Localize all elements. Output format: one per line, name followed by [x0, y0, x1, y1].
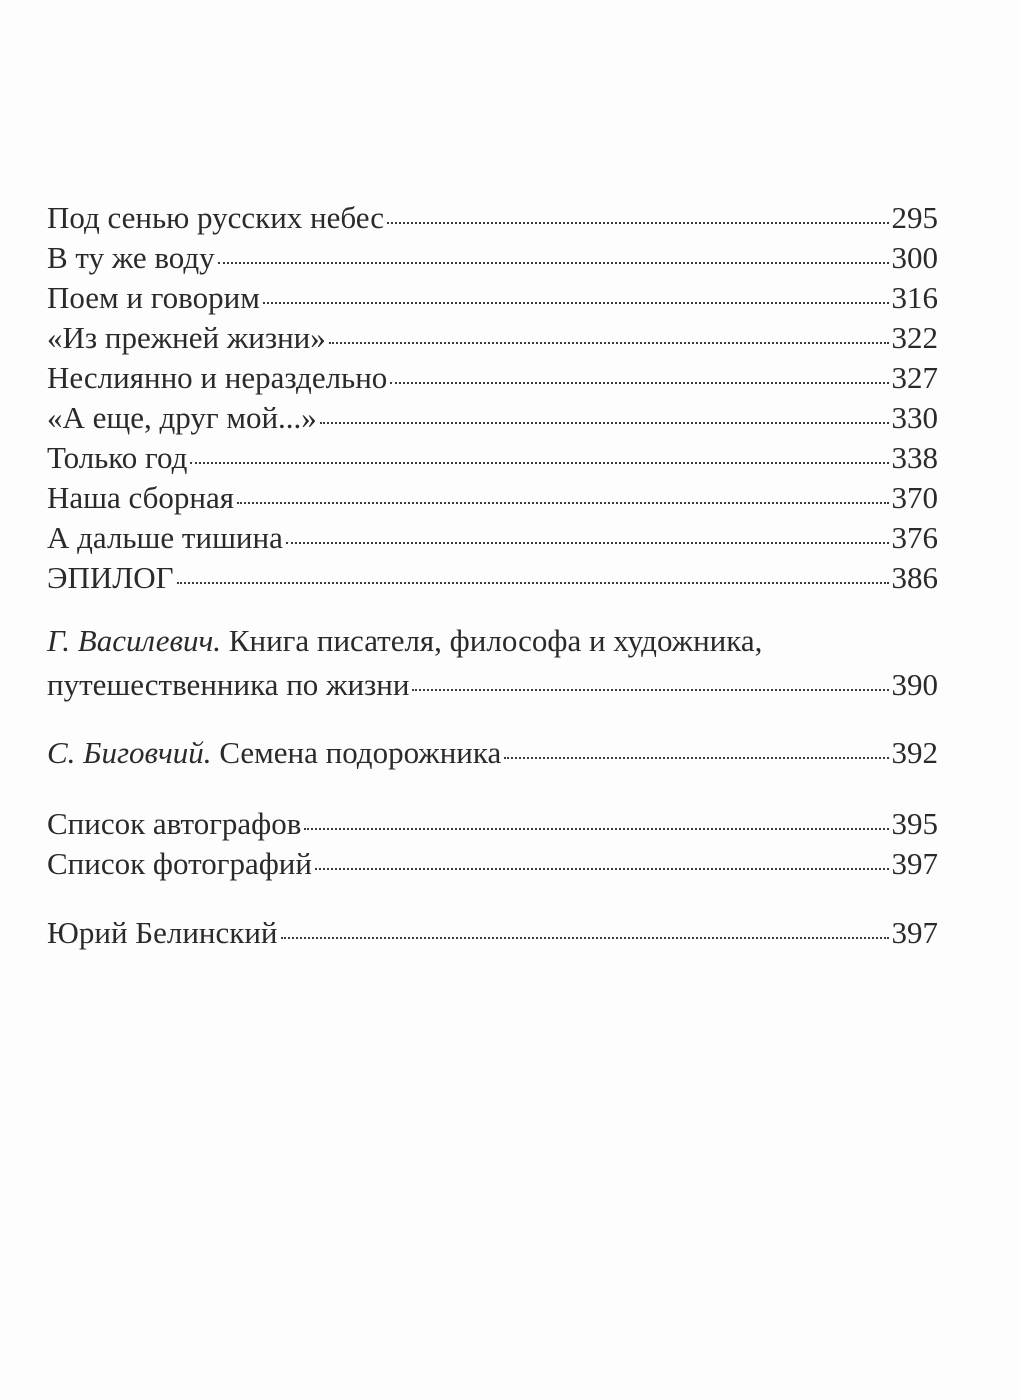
toc-entry	[47, 518, 938, 558]
essay-title: Семена подорожника	[219, 735, 502, 770]
toc-entry-page: 322	[891, 320, 938, 355]
section-spacer	[47, 775, 938, 804]
toc-entry-page: 395	[891, 806, 938, 841]
toc-entry	[47, 318, 938, 358]
toc-entry-page: 316	[891, 280, 938, 315]
toc-leader-dots	[304, 828, 888, 830]
toc-leader-dots	[504, 757, 888, 759]
toc-entry-page: 397	[891, 846, 938, 881]
toc-entry-page: 386	[891, 560, 938, 595]
toc-entry-page: 330	[891, 400, 938, 435]
toc-entry-title: Только год	[47, 440, 188, 475]
toc-leader-dots	[286, 542, 889, 544]
toc-entry-title: «А еще, друг мой...»	[47, 400, 317, 435]
toc-leader-dots	[387, 222, 888, 224]
toc-leader-dots	[177, 582, 889, 584]
table-of-contents	[47, 198, 938, 953]
toc-leader-dots	[237, 502, 888, 504]
toc-entry-title: В ту же воду	[47, 240, 215, 275]
toc-entry	[47, 478, 938, 518]
toc-entry-title: Список автографов	[47, 806, 302, 841]
toc-entry	[47, 913, 938, 953]
toc-entry-title: Неслиянно и нераздельно	[47, 360, 388, 395]
toc-entry-title: Список фотографий	[47, 846, 312, 881]
toc-entry	[47, 238, 938, 278]
toc-entry-page: 392	[891, 735, 938, 770]
essay-title-line: Книга писателя, философа и художника,	[228, 623, 763, 658]
toc-entry-title: ЭПИЛОГ	[47, 560, 174, 595]
toc-entry-page: 370	[891, 480, 938, 515]
toc-entry-epilogue	[47, 558, 938, 598]
toc-leader-dots	[190, 462, 888, 464]
toc-leader-dots	[315, 868, 889, 870]
toc-entry	[47, 804, 938, 844]
toc-entry-page: 295	[891, 200, 938, 235]
toc-leader-dots	[412, 689, 888, 691]
toc-entry-title: Юрий Белинский	[47, 915, 278, 950]
section-spacer	[47, 884, 938, 913]
essay-author: С. Биговчий.	[47, 735, 212, 770]
toc-leader-dots	[329, 342, 889, 344]
toc-leader-dots	[263, 302, 889, 304]
essay-author: Г. Василевич.	[47, 623, 222, 658]
toc-entry-title: Поем и говорим	[47, 280, 260, 315]
toc-entry-page: 338	[891, 440, 938, 475]
toc-entry	[47, 278, 938, 318]
toc-entry-page: 397	[891, 915, 938, 950]
toc-entry-title: «Из прежней жизни»	[47, 320, 326, 355]
toc-entry	[47, 438, 938, 478]
toc-entry	[47, 844, 938, 884]
toc-entry	[47, 198, 938, 238]
toc-entry-page: 390	[891, 667, 938, 702]
toc-leader-dots	[390, 382, 888, 384]
section-spacer	[47, 598, 938, 619]
toc-entry-title: Под сенью русских небес	[47, 200, 385, 235]
toc-entry	[47, 663, 938, 707]
section-spacer	[47, 707, 938, 731]
toc-entry-page: 327	[891, 360, 938, 395]
toc-leader-dots	[320, 422, 889, 424]
toc-entry	[47, 398, 938, 438]
toc-entry-title: Наша сборная	[47, 480, 235, 515]
toc-entry-title: А дальше тишина	[47, 520, 283, 555]
toc-entry	[47, 731, 938, 775]
toc-leader-dots	[218, 262, 889, 264]
essay-title-line: путешественника по жизни	[47, 667, 410, 702]
toc-entry-page: 300	[891, 240, 938, 275]
toc-entry	[47, 358, 938, 398]
toc-leader-dots	[281, 937, 889, 939]
toc-entry-page: 376	[891, 520, 938, 555]
toc-essay-first-line	[47, 619, 938, 663]
